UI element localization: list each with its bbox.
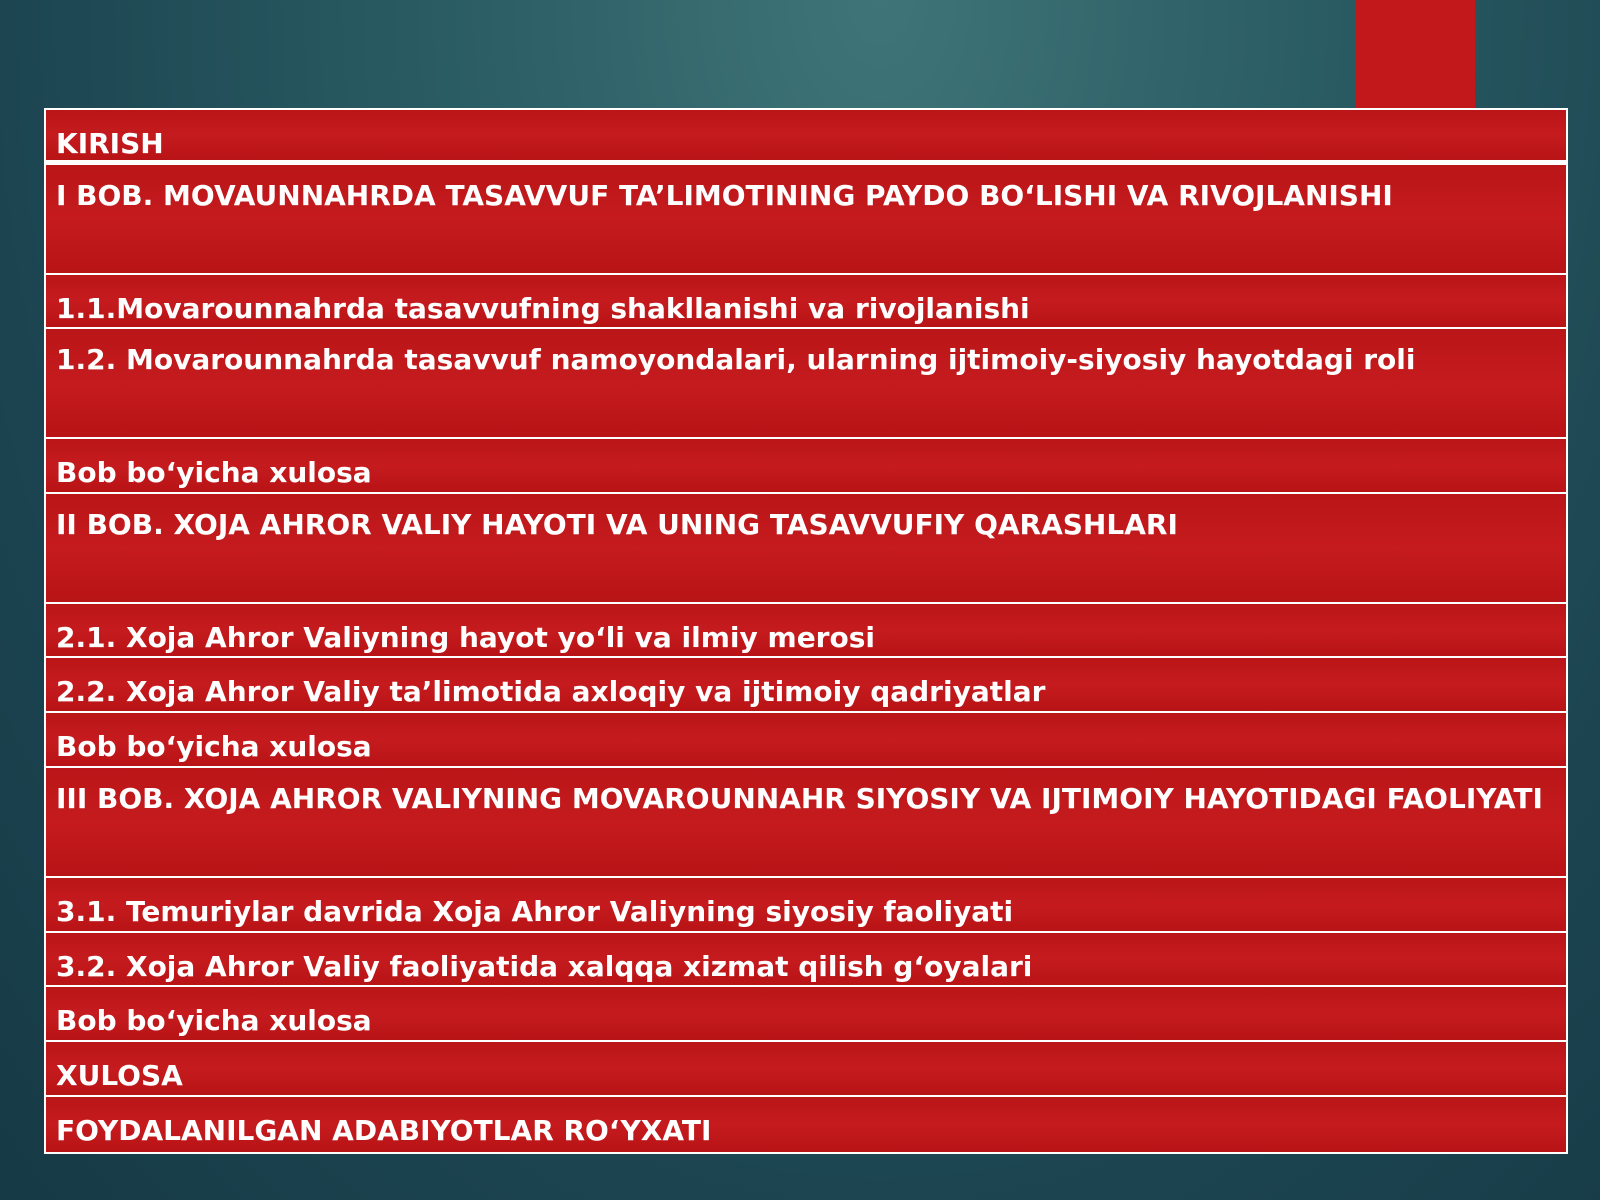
toc-row-chapter-1: I BOB. MOVAUNNAHRDA TASAVVUF TA’LIMOTINING PAYDO BO‘LISHI VA RIVOJLANISHI [46, 165, 1566, 275]
toc-row-section-3-1: 3.1. Temuriylar davrida Xoja Ahror Valiyning siyosiy faoliyati [46, 878, 1566, 933]
toc-row-section-1-2: 1.2. Movarounnahrda tasavvuf namoyondalari, ularning ijtimoiy-siyosiy hayotdagi roli [46, 329, 1566, 439]
toc-row-chapter-1-summary: Bob bo‘yicha xulosa [46, 439, 1566, 494]
toc-row-introduction: KIRISH [46, 110, 1566, 165]
toc-row-section-2-2: 2.2. Xoja Ahror Valiy ta’limotida axloqiy va ijtimoiy qadriyatlar [46, 658, 1566, 713]
toc-row-section-3-2: 3.2. Xoja Ahror Valiy faoliyatida xalqqa xizmat qilish g‘oyalari [46, 933, 1566, 988]
toc-row-chapter-2-summary: Bob bo‘yicha xulosa [46, 713, 1566, 768]
toc-row-section-2-1: 2.1. Xoja Ahror Valiyning hayot yo‘li va ilmiy merosi [46, 604, 1566, 659]
toc-row-chapter-3-summary: Bob bo‘yicha xulosa [46, 987, 1566, 1042]
toc-row-chapter-2: II BOB. XOJA AHROR VALIY HAYOTI VA UNING TASAVVUFIY QARASHLARI [46, 494, 1566, 604]
table-of-contents [44, 108, 1568, 1154]
toc-row-section-1-1: 1.1.Movarounnahrda tasavvufning shakllanishi va rivojlanishi [46, 275, 1566, 330]
decorative-accent-bar [1355, 0, 1475, 108]
toc-row-chapter-3: III BOB. XOJA AHROR VALIYNING MOVAROUNNAHR SIYOSIY VA IJTIMOIY HAYOTIDAGI FAOLIYATI [46, 768, 1566, 878]
toc-row-references: FOYDALANILGAN ADABIYOTLAR RO‘YXATI [46, 1097, 1566, 1152]
toc-row-conclusion: XULOSA [46, 1042, 1566, 1097]
